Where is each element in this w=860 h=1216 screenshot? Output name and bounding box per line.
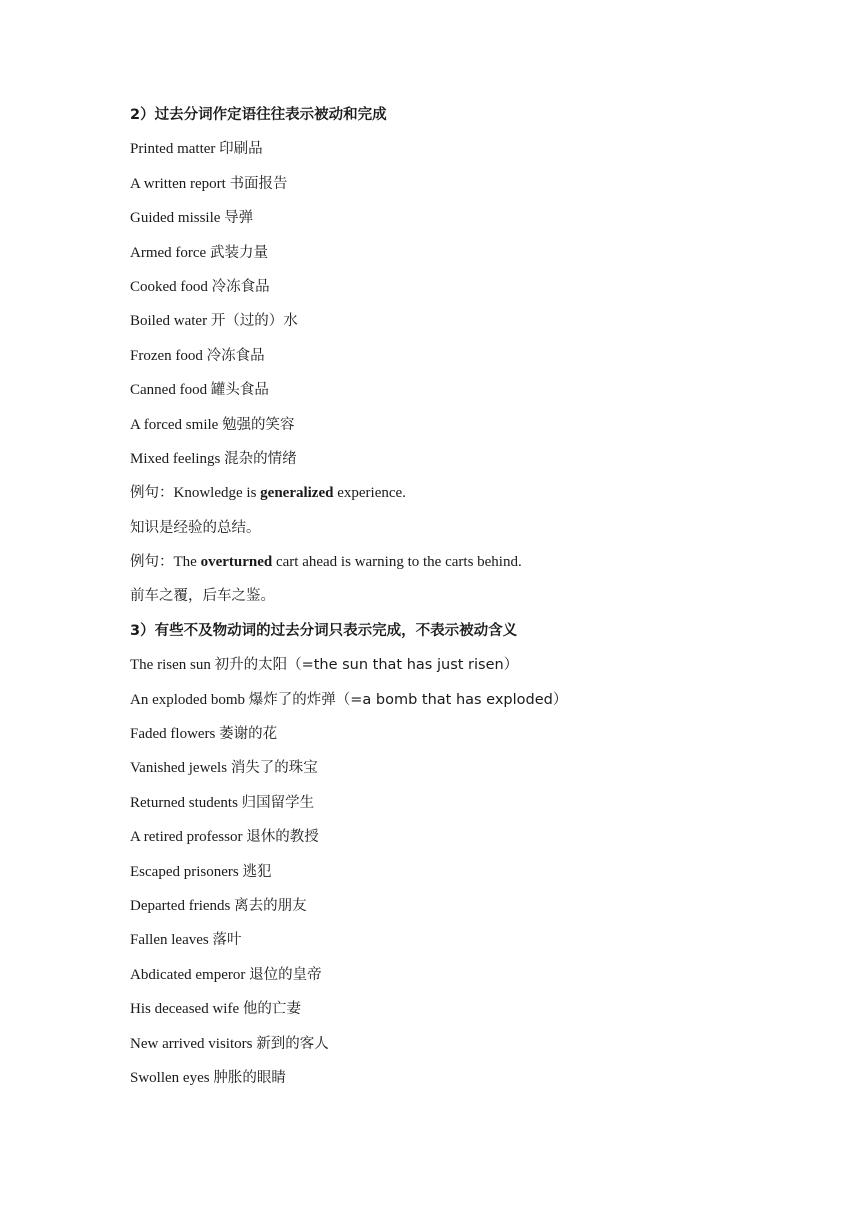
list-item (130, 686, 810, 720)
example-prefix: 例句： (130, 554, 174, 571)
term-cn: 肿胀的眼睛 (213, 1069, 286, 1086)
list-item (130, 445, 810, 479)
list-item (130, 961, 810, 995)
term-en: Boiled water (130, 313, 208, 330)
term-cn: 他的亡妻 (242, 1001, 301, 1018)
term-en: The risen sun (130, 657, 211, 674)
term-en: Faded flowers (130, 726, 216, 743)
list-item (130, 239, 810, 273)
term-cn: 罐头食品 (210, 382, 269, 399)
term-en: Departed friends (130, 897, 231, 914)
term-cn: 萎谢的花 (219, 726, 278, 743)
term-en: Abdicated emperor (130, 966, 246, 983)
list-item (130, 273, 810, 307)
example-text-before: The (173, 554, 201, 571)
term-en: Returned students (130, 794, 238, 811)
list-item (130, 1030, 810, 1064)
term-cn: 逃犯 (242, 863, 272, 880)
term-cn: 冷冻食品 (211, 278, 270, 295)
term-en: An exploded bomb (130, 691, 245, 708)
list-item (130, 1064, 810, 1098)
example-text-after: experience. (333, 485, 406, 502)
term-en: Printed matter (130, 141, 216, 158)
list-item (130, 754, 810, 788)
example-translation: 知识是经验的总结。 (130, 519, 261, 536)
term-cn: 退位的皇帝 (249, 966, 322, 983)
list-item (130, 995, 810, 1029)
term-en: A forced smile (130, 416, 219, 433)
list-item (130, 135, 810, 169)
term-cn: 导弹 (224, 210, 254, 227)
list-item (130, 892, 810, 926)
example-sentence (130, 548, 810, 582)
term-cn: 离去的朋友 (234, 897, 307, 914)
section-heading-3: 3）有些不及物动词的过去分词只表示完成，不表示被动含义 (130, 622, 518, 639)
list-item (130, 858, 810, 892)
term-en: New arrived visitors (130, 1035, 253, 1052)
term-cn: 落叶 (212, 932, 242, 949)
list-item (130, 307, 810, 341)
list-item (130, 204, 810, 238)
term-cn: 冷冻食品 (206, 347, 265, 364)
term-en: Fallen leaves (130, 932, 209, 949)
term-cn: 勉强的笑容 (222, 416, 295, 433)
term-en: Mixed feelings (130, 450, 221, 467)
example-sentence (130, 479, 810, 513)
list-item (130, 376, 810, 410)
term-en: Cooked food (130, 278, 208, 295)
example-bold-word: overturned (200, 554, 273, 571)
term-en: Swollen eyes (130, 1069, 210, 1086)
list-item (130, 342, 810, 376)
term-cn: 武装力量 (209, 244, 268, 261)
term-cn: 开（过的）水 (210, 313, 298, 330)
term-en: His deceased wife (130, 1001, 240, 1018)
example-text-after: cart ahead is warning to the carts behind. (272, 554, 522, 571)
term-cn: 退休的教授 (246, 829, 319, 846)
list-item (130, 651, 810, 685)
list-item (130, 926, 810, 960)
term-en: Armed force (130, 244, 207, 261)
term-en: Vanished jewels (130, 760, 228, 777)
term-en: A retired professor (130, 829, 243, 846)
example-prefix: 例句： (130, 485, 174, 502)
example-text-before: Knowledge is (173, 485, 261, 502)
term-en: Escaped prisoners (130, 863, 239, 880)
term-cn: 印刷品 (219, 141, 263, 158)
term-en: Guided missile (130, 210, 221, 227)
list-item (130, 720, 810, 754)
term-cn: 爆炸了的炸弹（=a bomb that has exploded） (248, 691, 568, 708)
term-cn: 初升的太阳（=the sun that has just risen） (214, 657, 519, 674)
example-bold-word: generalized (260, 485, 334, 502)
list-item (130, 170, 810, 204)
section-heading-2: 2）过去分词作定语往往表示被动和完成 (130, 107, 387, 123)
term-cn: 新到的客人 (256, 1035, 329, 1052)
term-en: Frozen food (130, 347, 203, 364)
example-translation: 前车之覆，后车之鉴。 (130, 588, 275, 605)
list-item (130, 411, 810, 445)
list-item (130, 823, 810, 857)
term-cn: 消失了的珠宝 (230, 760, 318, 777)
term-en: Canned food (130, 382, 208, 399)
term-en: A written report (130, 175, 226, 192)
term-cn: 混杂的情绪 (224, 450, 297, 467)
term-cn: 归国留学生 (241, 794, 315, 811)
term-cn: 书面报告 (229, 175, 288, 192)
list-item (130, 789, 810, 823)
document-content (130, 101, 810, 1098)
